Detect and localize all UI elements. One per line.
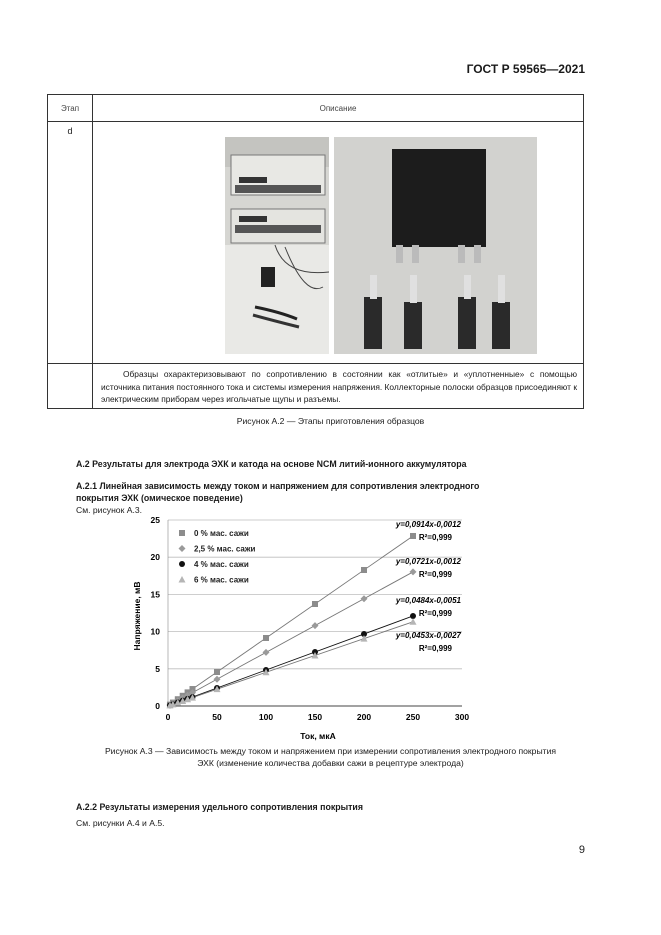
data-point xyxy=(263,635,269,641)
trend-r2: R²=0,999 xyxy=(418,533,452,542)
data-point xyxy=(410,533,416,539)
col-step-header: Этап xyxy=(48,95,93,122)
step-id: d xyxy=(48,122,93,364)
section-a22-title: А.2.2 Результаты измерения удельного сопротивления покрытия xyxy=(76,802,363,812)
data-point xyxy=(214,669,220,675)
legend-label: 2,5 % мас. сажи xyxy=(194,544,256,554)
trend-line xyxy=(170,616,413,705)
trend-line xyxy=(170,622,413,706)
data-point xyxy=(263,649,270,656)
trend-r2: R²=0,999 xyxy=(418,609,452,618)
y-axis-label: Напряжение, мВ xyxy=(132,581,142,651)
table-row xyxy=(48,122,584,364)
x-tick-label: 200 xyxy=(356,712,372,722)
data-point xyxy=(361,595,368,602)
trend-equation: y=0,0453x-0,0027 xyxy=(395,631,461,640)
current-voltage-chart xyxy=(120,512,480,742)
x-tick-label: 300 xyxy=(454,712,470,722)
instruments-photo xyxy=(225,137,329,354)
trend-equation: y=0,0484x-0,0051 xyxy=(395,596,461,605)
data-point xyxy=(361,635,368,642)
y-tick-label: 0 xyxy=(155,701,160,711)
y-tick-label: 10 xyxy=(150,626,160,637)
data-point xyxy=(410,613,416,619)
legend-marker xyxy=(179,530,185,536)
trend-line xyxy=(170,572,413,705)
y-tick-label: 20 xyxy=(150,552,160,563)
legend-marker xyxy=(179,576,186,583)
data-point xyxy=(312,622,319,629)
legend-marker xyxy=(179,561,185,567)
figure-a2-caption: Рисунок А.2 — Этапы приготовления образцов xyxy=(236,416,425,426)
section-a21-title-line1: А.2.1 Линейная зависимость между током и напряжением для сопротивления электродного xyxy=(76,481,480,491)
table-row xyxy=(48,364,584,409)
data-point xyxy=(214,676,221,683)
figure-a3-caption-line1: Рисунок А.3 — Зависимость между током и напряжением при измерении сопротивления электродного покрытия xyxy=(104,746,557,756)
figure-a4-a5-ref: См. рисунки А.4 и А.5. xyxy=(76,818,165,828)
x-tick-label: 250 xyxy=(405,712,421,722)
standard-number: ГОСТ Р 59565—2021 xyxy=(466,62,585,76)
trend-r2: R²=0,999 xyxy=(418,570,452,579)
y-tick-label: 5 xyxy=(155,663,160,674)
col-desc-header: Описание xyxy=(93,95,584,122)
legend-label: 6 % мас. сажи xyxy=(194,575,249,585)
steps-table xyxy=(47,94,584,409)
x-tick-label: 100 xyxy=(258,712,274,722)
section-a2-title: А.2 Результаты для электрода ЭХК и катода на основе NCM литий-ионного аккумулятора xyxy=(76,459,467,469)
trend-equations xyxy=(395,520,462,653)
data-point xyxy=(361,567,367,573)
step-description: Образцы охарактеризовывают по сопротивлению в состоянии как «отлитые» и «уплотненные» с помощью источника питания постоянного тока и системы измерения напряжения. Коллекторные полоски образцов присоединяют к электрическим приборам через игольчатые щупы и разъемы. xyxy=(93,364,584,409)
trend-equation: y=0,0914x-0,0012 xyxy=(395,520,461,529)
x-axis-label: Ток, мкА xyxy=(300,731,336,741)
data-point xyxy=(312,601,318,607)
legend-label: 0 % мас. сажи xyxy=(194,529,249,538)
photos-cell xyxy=(93,122,584,364)
sample-probes-photo xyxy=(334,137,537,354)
trend-r2: R²=0,999 xyxy=(418,644,452,653)
empty-cell xyxy=(48,364,93,409)
y-tick-label: 15 xyxy=(150,589,160,600)
section-a21-title-line2: покрытия ЭХК (омическое поведение) xyxy=(76,493,243,503)
table-header-row xyxy=(48,95,584,122)
legend-marker xyxy=(179,545,186,552)
page-number: 9 xyxy=(578,844,585,856)
y-tick-label: 25 xyxy=(150,515,160,525)
data-point xyxy=(410,618,417,625)
legend-label: 4 % мас. сажи xyxy=(194,560,249,569)
x-tick-label: 150 xyxy=(307,712,323,722)
data-point xyxy=(410,568,417,575)
figure-a3-caption-line2: ЭХК (изменение количества добавки сажи в рецептуре электрода) xyxy=(197,758,464,768)
x-tick-label: 50 xyxy=(212,712,222,722)
x-tick-label: 0 xyxy=(165,712,171,722)
chart-legend xyxy=(179,529,256,585)
figure-a3-ref: См. рисунок А.3. xyxy=(76,505,143,515)
trend-equation: y=0,0721x-0,0012 xyxy=(395,557,461,566)
